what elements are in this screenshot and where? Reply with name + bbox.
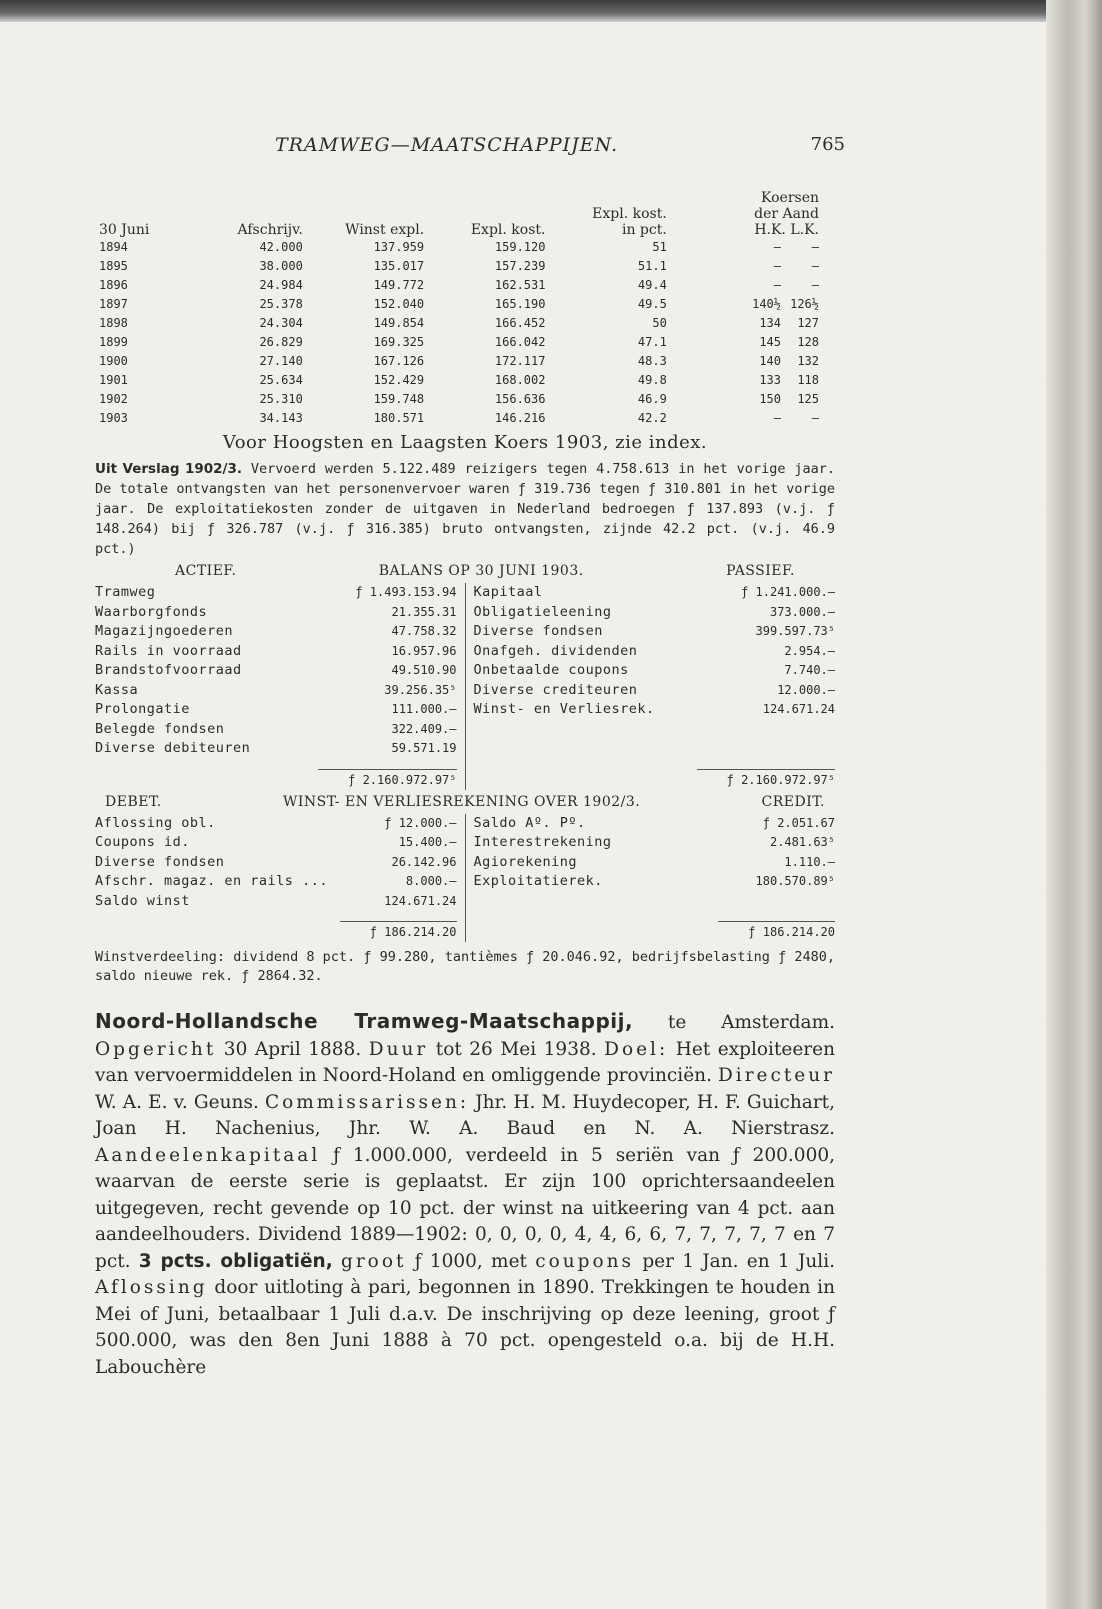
ledger-amount: 15.400.— xyxy=(398,835,457,849)
ledger-row xyxy=(95,892,457,912)
cell-afschrijv: 25.310 xyxy=(259,392,303,406)
cell-explkost: 165.190 xyxy=(494,297,546,311)
ledger-amount: 21.355.31 xyxy=(391,604,457,619)
ledger-amount: 16.957.96 xyxy=(391,643,457,658)
cell-pct: 51.1 xyxy=(637,259,667,273)
ledger-label: Afschr. magaz. en rails ... xyxy=(95,873,328,889)
cell-afschrijv: 24.304 xyxy=(259,316,303,330)
cell-afschrijv: 24.984 xyxy=(259,278,303,292)
ledger-row xyxy=(474,814,836,834)
ledger-row xyxy=(474,661,836,681)
ledger-label: Interestrekening xyxy=(473,834,612,850)
ledger-label: Onbetaalde coupons xyxy=(473,662,629,678)
debet-total: ƒ 186.214.20 xyxy=(95,921,457,942)
cell-afschrijv: 25.378 xyxy=(259,297,303,311)
ledger-label: Saldo Aº. Pº. xyxy=(473,814,586,831)
company-name: Noord-Hollandsche Tramweg-Maatschappij, xyxy=(95,1009,634,1033)
ledger-amount: 7.740.— xyxy=(784,663,835,677)
ledger-amount: 111.000.— xyxy=(391,702,457,716)
ledger-amount: 12.000.— xyxy=(777,682,835,697)
ledger-label: Diverse fondsen xyxy=(473,623,603,639)
cell-koersen: — — xyxy=(773,240,819,254)
ledger-row xyxy=(95,739,457,759)
cell-explkost: 146.216 xyxy=(494,411,546,425)
cell-koersen: 145 128 xyxy=(759,335,819,349)
ledger-amount: 373.000.— xyxy=(769,604,835,619)
ledger-label: Agiorekening xyxy=(473,853,578,870)
ledger-row xyxy=(474,642,836,662)
ledger-label: Waarborgfonds xyxy=(95,603,208,620)
header-winst: Winst expl. xyxy=(345,222,425,238)
credit-heading: CREDIT. xyxy=(761,793,825,810)
ledger-row xyxy=(474,853,836,873)
table-row xyxy=(95,314,823,333)
cell-winst: 167.126 xyxy=(373,354,425,368)
passief-column xyxy=(466,583,836,790)
ledger-row xyxy=(95,681,457,701)
ledger-amount: ƒ 12.000.— xyxy=(384,815,457,830)
cell-afschrijv: 38.000 xyxy=(259,259,303,273)
ledger-row xyxy=(474,583,836,603)
cell-explkost: 157.239 xyxy=(494,259,546,273)
cell-explkost: 156.636 xyxy=(494,392,546,406)
cell-explkost: 172.117 xyxy=(494,354,546,368)
ledger-row xyxy=(95,642,457,662)
cell-pct: 48.3 xyxy=(637,354,667,368)
ledger-row xyxy=(95,700,457,720)
ledger-amount: ƒ 2.051.67 xyxy=(762,815,835,830)
ledger-row xyxy=(95,872,457,892)
cell-pct: 49.8 xyxy=(637,373,667,387)
ledger-label: Magazijngoederen xyxy=(95,623,234,639)
ledger-amount: 1.110.— xyxy=(784,854,835,869)
header-afschrijv: Afschrijv. xyxy=(237,222,303,238)
table-header-row xyxy=(95,190,823,238)
ledger-amount: 49.510.90 xyxy=(391,663,457,677)
cell-koersen: — — xyxy=(773,411,819,425)
debet-column xyxy=(95,814,466,943)
ledger-amount: 26.142.96 xyxy=(391,854,457,869)
cell-year: 1903 xyxy=(99,411,128,425)
ledger-label: Winst- en Verliesrek. xyxy=(473,701,655,717)
ledger-label: Tramweg xyxy=(95,584,156,600)
cell-year: 1894 xyxy=(99,240,128,254)
ledger-row xyxy=(474,700,836,720)
cell-explkost: 162.531 xyxy=(494,278,546,292)
actief-column xyxy=(95,583,466,790)
ledger-label: Brandstofvoorraad xyxy=(95,662,242,678)
cell-year: 1897 xyxy=(99,297,128,311)
cell-pct: 49.5 xyxy=(637,297,667,311)
statistics-table xyxy=(95,190,823,428)
koers-note: Voor Hoogsten en Laagsten Koers 1903, zie index. xyxy=(222,432,708,453)
cell-afschrijv: 27.140 xyxy=(259,354,303,368)
cell-winst: 152.429 xyxy=(373,373,425,387)
cell-explkost: 166.452 xyxy=(494,316,546,330)
ledger-label: Aflossing obl. xyxy=(95,814,216,831)
cell-afschrijv: 25.634 xyxy=(259,373,303,387)
cell-koersen: 150 125 xyxy=(759,392,819,406)
balans-title: BALANS OP 30 JUNI 1903. xyxy=(378,563,584,579)
cell-year: 1898 xyxy=(99,316,128,330)
profit-loss-account xyxy=(95,814,835,943)
ledger-amount: 8.000.— xyxy=(405,874,457,888)
cell-winst: 159.748 xyxy=(373,392,425,406)
ledger-amount: ƒ 1.493.153.94 xyxy=(355,585,457,599)
ledger-amount: 2.481.63⁵ xyxy=(769,835,835,849)
header-explkost: Expl. kost. xyxy=(470,222,546,238)
header-year: 30 Juni xyxy=(99,222,150,238)
scan-top-edge xyxy=(0,0,1102,22)
ledger-row xyxy=(474,681,836,701)
cell-afschrijv: 42.000 xyxy=(259,240,303,254)
passief-heading: PASSIEF. xyxy=(726,563,795,579)
header-pct: Expl. kost. in pct. xyxy=(592,206,667,238)
balance-sheet xyxy=(95,583,835,790)
cell-explkost: 166.042 xyxy=(494,335,546,349)
cell-year: 1895 xyxy=(99,259,128,273)
table-row xyxy=(95,390,823,409)
ledger-label: Exploitatierek. xyxy=(473,873,603,889)
cell-winst: 149.854 xyxy=(373,316,425,330)
ledger-label: Rails in voorraad xyxy=(95,642,242,659)
page-number: 765 xyxy=(810,134,845,155)
ledger-amount: 322.409.— xyxy=(391,721,457,736)
ledger-label: Saldo winst xyxy=(95,892,190,909)
ledger-label: Diverse crediteuren xyxy=(473,681,638,698)
company-entry: Noord-Hollandsche Tramweg-Maatschappij, te Amsterdam. Opgericht 30 April 1888. Duur tot 26 Mei 1938. Doel: Het exploiteeren van vervoermiddelen in Noord-Holand en omliggende provinciën. Directeur W. A. E. v. Geuns. Commissarissen: Jhr. H. M. Huydecoper, H. F. Guichart, Joan H. Nachenius, Jhr. W. A. Baud en N. A. Nierstrasz. Aandeelenkapitaal ƒ 1.000.000, verdeeld in 5 seriën van ƒ 200.000, waarvan de eerste serie is geplaatst. Er zijn 100 oprichtersaandeelen uitgegeven, recht gevende op 10 pct. der winst na uitkeering van 4 pct. aan aandeelhouders. Dividend 1889—1902: 0, 0, 0, 0, 4, 4, 6, 6, 7, 7, 7, 7, 7 en 7 pct. 3 pcts. obligatiën, groot ƒ 1000, met coupons per 1 Jan. en 1 Juli. Aflossing door uitloting à pari, begonnen in 1890. Trekkingen te houden in Mei of Juni, betaalbaar 1 Juli d.a.v. De inschrijving op deze leening, groot ƒ 500.000, was den 8en Juni 1888 à 70 pct. opengesteld o.a. bij de H.H. Labouchère xyxy=(95,1009,835,1378)
ledger-amount: 39.256.35⁵ xyxy=(384,682,457,697)
ledger-row xyxy=(474,872,836,892)
ledger-row xyxy=(474,833,836,853)
ledger-row xyxy=(474,622,836,642)
cell-year: 1899 xyxy=(99,335,128,349)
cell-winst: 169.325 xyxy=(373,335,425,349)
table-row xyxy=(95,409,823,428)
ledger-label: Kapitaal xyxy=(473,584,543,600)
table-row xyxy=(95,371,823,390)
ledger-label: Diverse fondsen xyxy=(95,853,225,870)
table-row xyxy=(95,238,823,257)
table-row xyxy=(95,333,823,352)
cell-year: 1901 xyxy=(99,373,128,387)
cell-koersen: 140½ 126½ xyxy=(752,297,819,311)
running-title: TRAMWEG—MAATSCHAPPIJEN. xyxy=(275,134,619,156)
book-spine-edge xyxy=(1046,0,1102,1609)
balance-sheet-heading xyxy=(95,563,835,579)
cell-koersen: — — xyxy=(773,278,819,292)
profit-loss-heading xyxy=(95,794,835,810)
ledger-label: Diverse debiteuren xyxy=(95,740,251,756)
cell-pct: 50 xyxy=(652,316,667,330)
cell-pct: 42.2 xyxy=(637,411,667,425)
ledger-label: Coupons id. xyxy=(95,834,190,850)
ledger-row xyxy=(95,622,457,642)
ledger-amount: 124.671.24 xyxy=(762,702,835,716)
ledger-row xyxy=(95,720,457,740)
ledger-row xyxy=(95,583,457,603)
credit-total: ƒ 186.214.20 xyxy=(474,921,836,942)
ledger-label: Obligatieleening xyxy=(473,603,612,620)
debet-heading: DEBET. xyxy=(105,793,162,810)
cell-afschrijv: 34.143 xyxy=(259,411,303,425)
cell-koersen: 140 132 xyxy=(759,354,819,368)
ledger-amount: 2.954.— xyxy=(784,643,835,658)
table-row xyxy=(95,295,823,314)
cell-winst: 180.571 xyxy=(373,411,425,425)
cell-year: 1902 xyxy=(99,392,128,406)
running-head xyxy=(95,130,845,160)
cell-pct: 46.9 xyxy=(637,392,667,406)
report-text: Vervoerd werden 5.122.489 reizigers tegen 4.758.613 in het vorige jaar. De totale ontvangsten van het personenvervoer waren ƒ 319.736 tegen ƒ 310.801 in het vorige jaar. De exploitatiekosten zonder de uitgaven in Nederland bedroegen ƒ 137.893 (v.j. ƒ 148.264) bij ƒ 326.787 (v.j. ƒ 316.385) bruto ontvangsten, zijnde 42.2 pct. (v.j. 46.9 pct.) xyxy=(95,461,835,557)
cell-koersen: — — xyxy=(773,259,819,273)
table-body xyxy=(95,238,823,428)
cell-winst: 137.959 xyxy=(373,240,425,254)
actief-heading: ACTIEF. xyxy=(175,563,237,579)
winst-title: WINST- EN VERLIESREKENING OVER 1902/3. xyxy=(282,793,641,810)
cell-year: 1900 xyxy=(99,354,128,368)
cell-koersen: 133 118 xyxy=(759,373,819,387)
ledger-amount: ƒ 1.241.000.— xyxy=(741,585,835,599)
cell-explkost: 159.120 xyxy=(494,240,546,254)
table-row xyxy=(95,352,823,371)
passief-total: ƒ 2.160.972.97⁵ xyxy=(474,769,836,790)
cell-koersen: 134 127 xyxy=(759,316,819,330)
header-koersen: Koersen der Aand H.K. L.K. xyxy=(754,190,819,238)
credit-column xyxy=(466,814,836,943)
ledger-label: Onafgeh. dividenden xyxy=(473,642,638,659)
table-row xyxy=(95,257,823,276)
cell-afschrijv: 26.829 xyxy=(259,335,303,349)
report-lead: Uit Verslag 1902/3. xyxy=(95,461,242,477)
ledger-amount: 47.758.32 xyxy=(391,624,457,638)
document-page xyxy=(95,130,845,1400)
cell-explkost: 168.002 xyxy=(494,373,546,387)
annual-report-paragraph xyxy=(95,459,835,559)
ledger-row xyxy=(95,853,457,873)
ledger-row xyxy=(95,661,457,681)
ledger-label: Belegde fondsen xyxy=(95,720,225,737)
ledger-amount: 59.571.19 xyxy=(391,741,457,755)
ledger-row xyxy=(95,833,457,853)
table-row xyxy=(95,276,823,295)
cell-pct: 49.4 xyxy=(637,278,667,292)
actief-total: ƒ 2.160.972.97⁵ xyxy=(95,769,457,790)
ledger-amount: 399.597.73⁵ xyxy=(755,624,835,638)
cell-winst: 149.772 xyxy=(373,278,425,292)
profit-distribution: Winstverdeeling: dividend 8 pct. ƒ 99.280, tantièmes ƒ 20.046.92, bedrijfsbelasting ƒ 2480, saldo nieuwe rek. ƒ 2864.32. xyxy=(95,949,835,984)
cell-winst: 135.017 xyxy=(373,259,425,273)
ledger-amount: 180.570.89⁵ xyxy=(755,874,835,888)
ledger-amount: 124.671.24 xyxy=(384,893,457,908)
ledger-label: Kassa xyxy=(95,681,139,698)
ledger-row xyxy=(95,603,457,623)
ledger-row xyxy=(95,814,457,834)
cell-pct: 47.1 xyxy=(637,335,667,349)
ledger-label: Prolongatie xyxy=(95,701,190,717)
cell-pct: 51 xyxy=(652,240,667,254)
ledger-row xyxy=(474,603,836,623)
cell-year: 1896 xyxy=(99,278,128,292)
cell-winst: 152.040 xyxy=(373,297,425,311)
